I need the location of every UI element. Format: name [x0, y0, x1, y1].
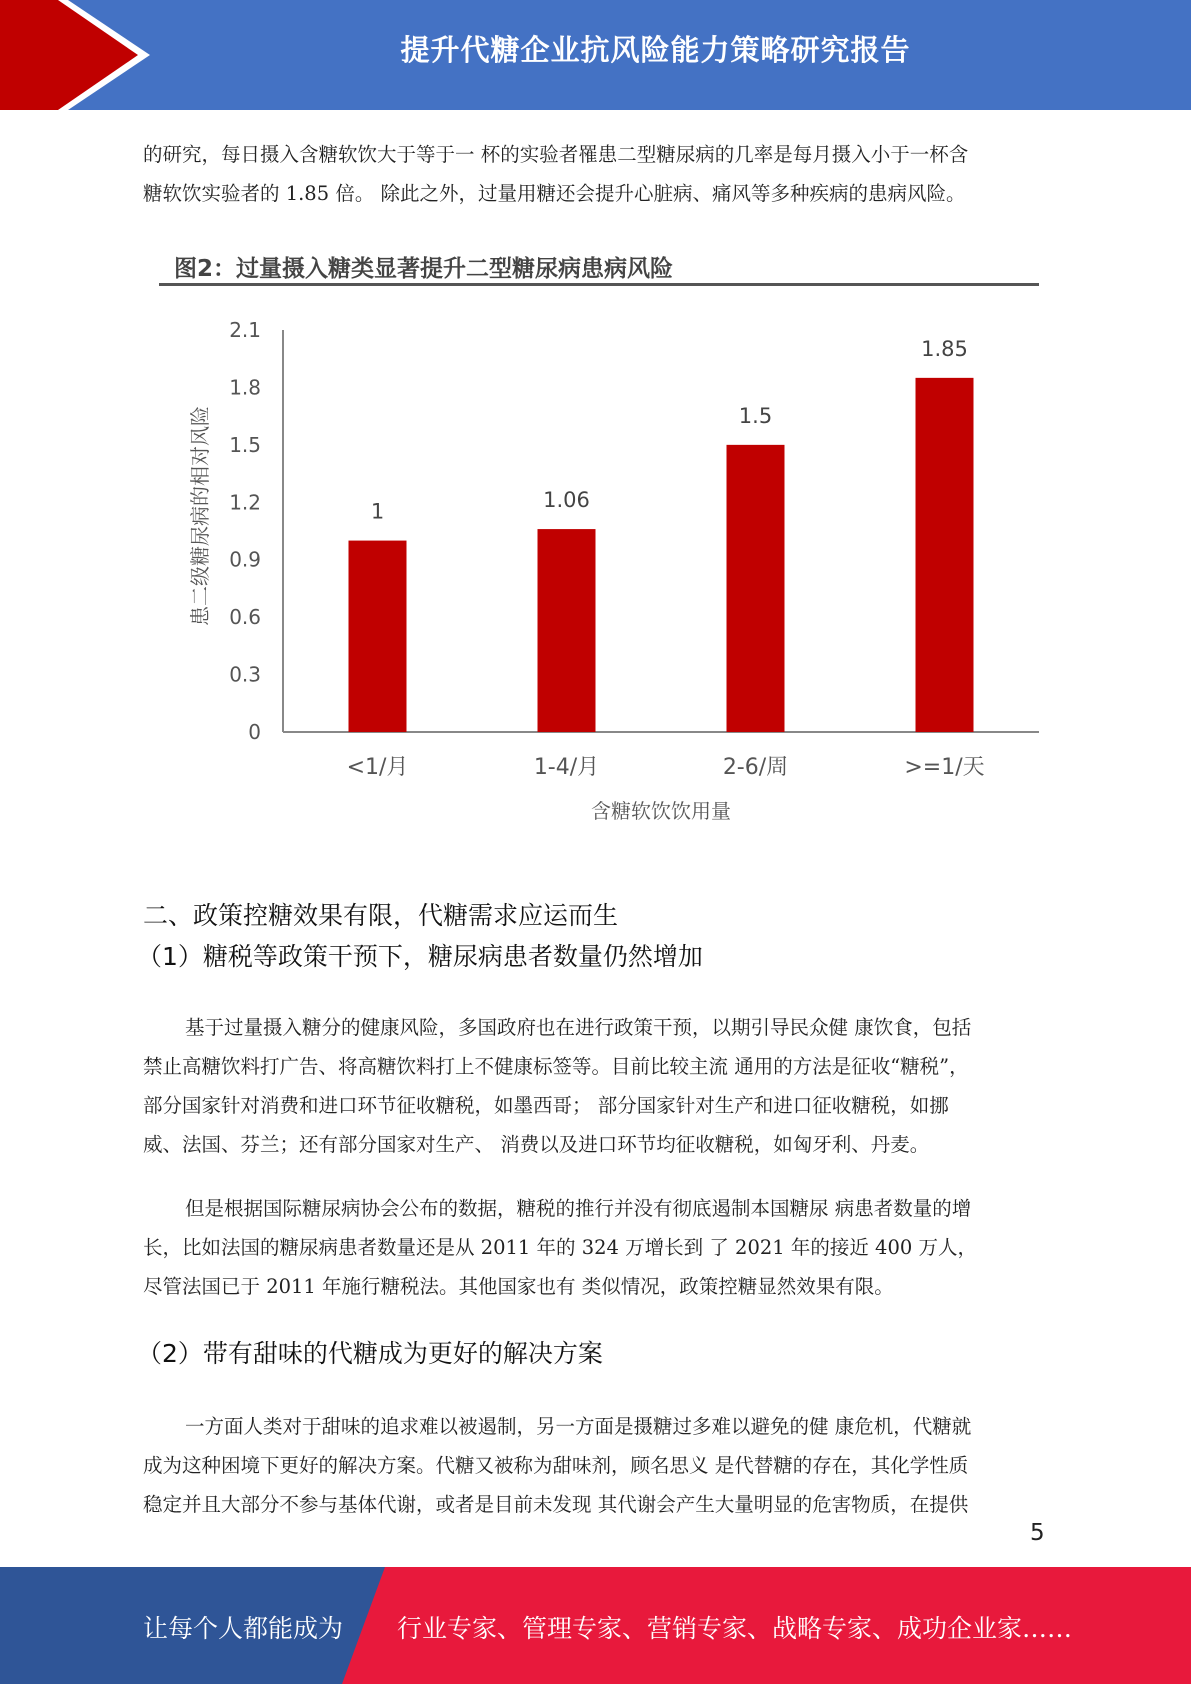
- page-number: 5: [1030, 1520, 1045, 1546]
- data-label: 1: [370, 499, 385, 524]
- text-line: 部分国家针对消费和进口环节征收糖税，如墨西哥； 部分国家针对生产和进口征收糖税，如挪: [143, 1094, 949, 1117]
- page-header: [0, 0, 1191, 110]
- paragraph-2: [143, 1189, 1036, 1306]
- x-axis-label: 含糖软饮饮用量: [591, 799, 731, 823]
- footer-slogan-left: 让每个人都能成为: [143, 1614, 344, 1643]
- text-line: 成为这种困境下更好的解决方案。代糖又被称为甜味剂，顾名思义 是代替糖的存在，其化学性质: [143, 1454, 969, 1477]
- text-line: 长，比如法国的糖尿病患者数量还是从 2011 年的 324 万增长到 了 2021 年的接近 400 万人，: [143, 1236, 977, 1259]
- paragraph-3: [143, 1407, 1036, 1524]
- report-title: 提升代糖企业抗风险能力策略研究报告: [400, 33, 911, 67]
- text-line: 基于过量摄入糖分的健康风险，多国政府也在进行政策干预，以期引导民众健 康饮食，包括: [185, 1016, 972, 1039]
- y-tick-label: 1.2: [229, 490, 261, 515]
- text-line: 的研究，每日摄入含糖软饮大于等于一 杯的实验者罹患二型糖尿病的几率是每月摄入小于一杯含: [143, 143, 969, 166]
- y-tick-label: 1.8: [229, 375, 261, 400]
- section-heading: 二、政策控糖效果有限，代糖需求应运而生: [143, 901, 619, 930]
- text-line: 威、法国、芬兰；还有部分国家对生产、 消费以及进口环节均征收糖税，如匈牙利、丹麦。: [143, 1133, 930, 1156]
- bar: [349, 541, 407, 732]
- x-tick-label: 1-4/月: [533, 755, 600, 780]
- text-line: 但是根据国际糖尿病协会公布的数据，糖税的推行并没有彻底遏制本国糖尿 病患者数量的增: [185, 1197, 972, 1220]
- x-tick-label: 2-6/周: [722, 755, 789, 780]
- bar: [916, 378, 974, 732]
- subsection-heading-1: （1）糖税等政策干预下，糖尿病患者数量仍然增加: [137, 942, 703, 971]
- intro-paragraph: [143, 135, 1036, 213]
- data-label: 1.06: [543, 488, 590, 513]
- x-tick-label: >=1/天: [904, 755, 985, 780]
- text-line: 禁止高糖饮料打广告、将高糖饮料打上不健康标签等。目前比较主流 通用的方法是征收“糖税”，: [143, 1055, 969, 1078]
- page-footer: [0, 1567, 1191, 1684]
- y-axis-label: 患二级糖尿病的相对风险: [188, 406, 212, 626]
- data-label: 1.85: [921, 336, 968, 361]
- bar: [727, 445, 785, 732]
- y-tick-label: 0.3: [229, 662, 261, 687]
- subsection-heading-2: （2）带有甜味的代糖成为更好的解决方案: [137, 1339, 603, 1368]
- text-line: 尽管法国已于 2011 年施行糖税法。其他国家也有 类似情况，政策控糖显然效果有限。: [143, 1275, 894, 1298]
- bar-chart: [150, 300, 1050, 840]
- y-tick-label: 2.1: [229, 318, 261, 342]
- x-tick-label: <1/月: [346, 755, 409, 780]
- figure-title-rule: [159, 283, 1039, 286]
- text-line: 糖软饮实验者的 1.85 倍。 除此之外，过量用糖还会提升心脏病、痛风等多种疾病的患病风险。: [143, 182, 966, 205]
- footer-slogan-right: 行业专家、管理专家、营销专家、战略专家、成功企业家……: [397, 1614, 1073, 1643]
- y-tick-label: 0.9: [229, 547, 261, 572]
- y-tick-label: 0: [248, 720, 261, 744]
- paragraph-1: [143, 1008, 1036, 1164]
- y-tick-label: 1.5: [229, 432, 261, 457]
- text-line: 一方面人类对于甜味的追求难以被遏制，另一方面是摄糖过多难以避免的健 康危机，代糖就: [185, 1415, 972, 1438]
- bar: [538, 529, 596, 732]
- data-label: 1.5: [738, 403, 773, 428]
- text-line: 稳定并且大部分不参与基体代谢，或者是目前未发现 其代谢会产生大量明显的危害物质，在提供: [143, 1493, 969, 1516]
- figure-title: 图2：过量摄入糖类显著提升二型糖尿病患病风险: [174, 256, 674, 282]
- y-tick-label: 0.6: [229, 605, 261, 630]
